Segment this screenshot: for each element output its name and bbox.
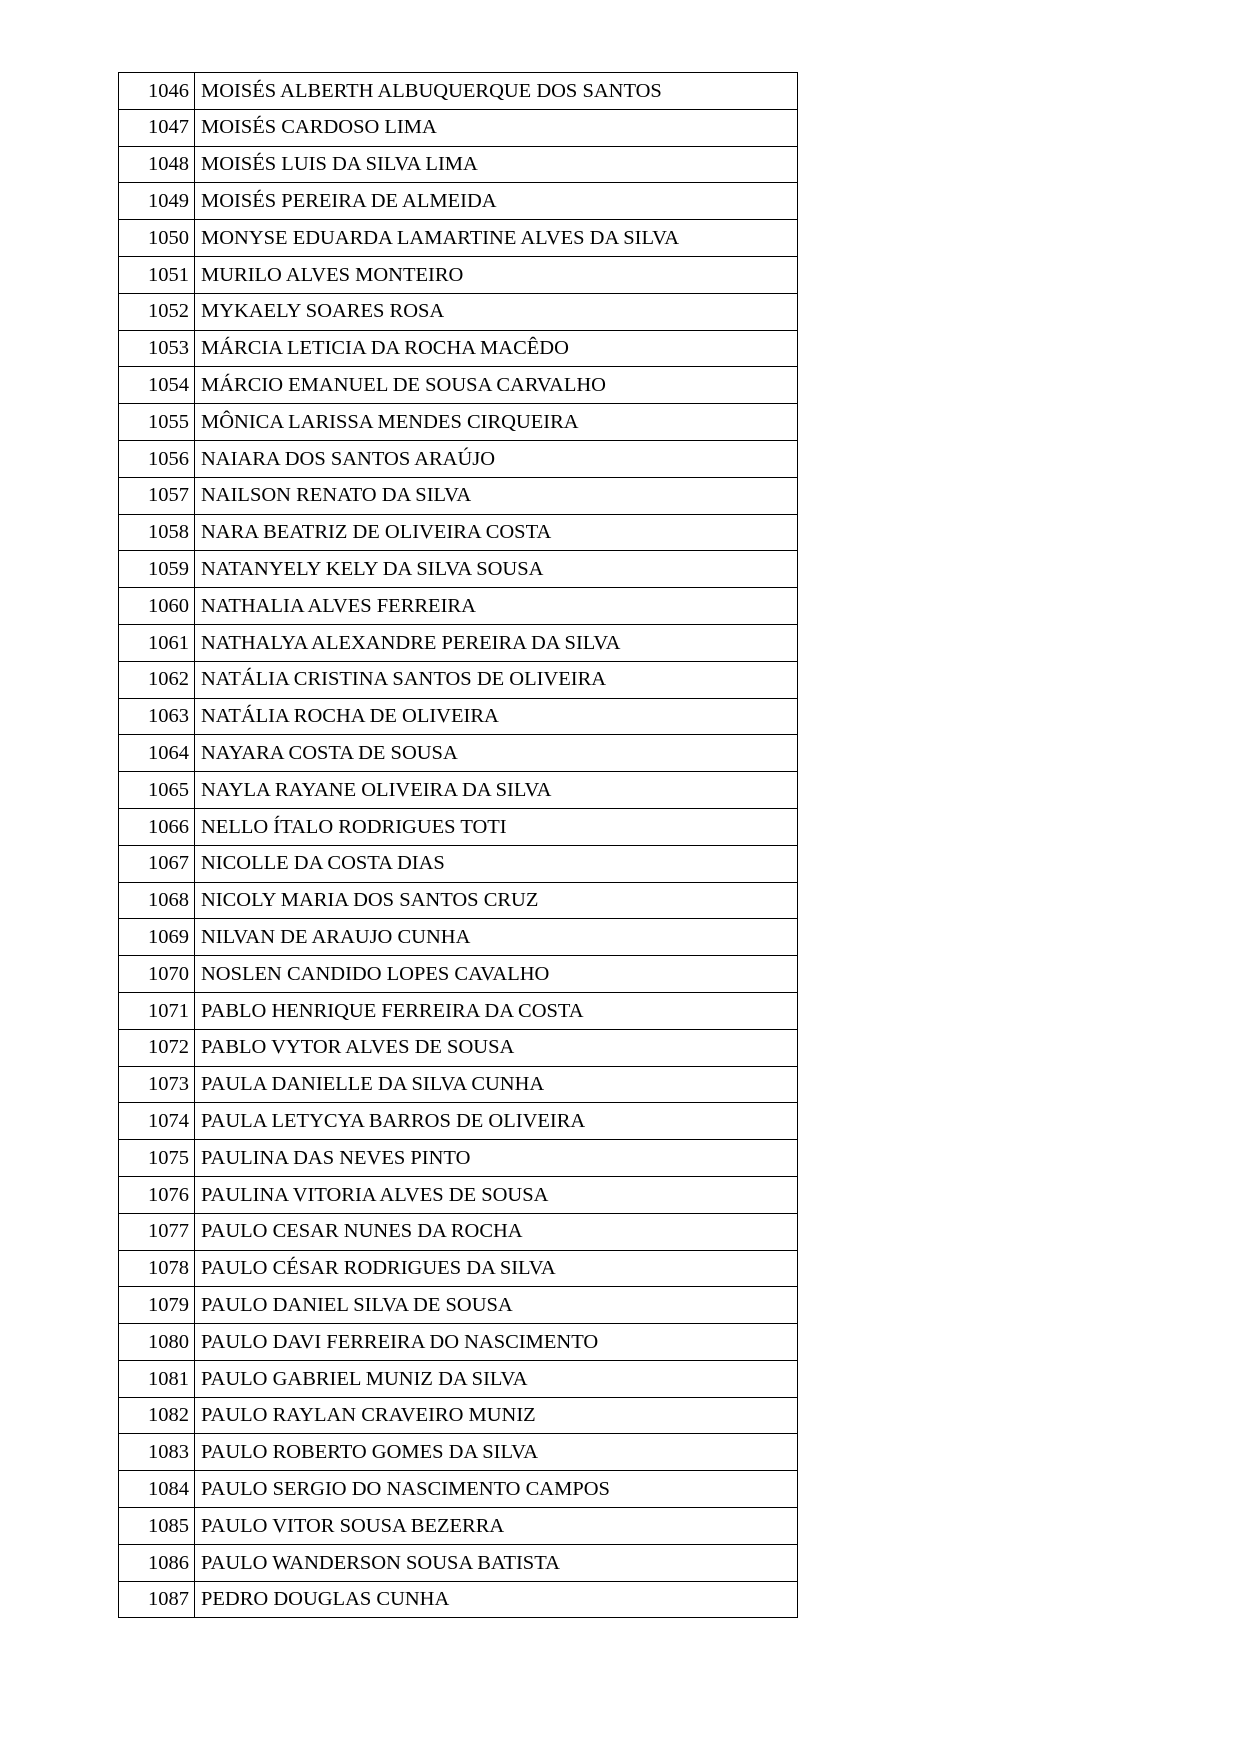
row-number: 1056	[119, 440, 195, 477]
table-row	[119, 330, 798, 367]
row-number: 1072	[119, 1029, 195, 1066]
table-row	[119, 661, 798, 698]
row-number: 1067	[119, 845, 195, 882]
roster-table	[118, 72, 798, 1618]
row-name: PAULINA DAS NEVES PINTO	[195, 1140, 798, 1177]
row-number: 1082	[119, 1397, 195, 1434]
row-name: PAULO CESAR NUNES DA ROCHA	[195, 1213, 798, 1250]
row-number: 1054	[119, 367, 195, 404]
row-number: 1078	[119, 1250, 195, 1287]
row-name: NAILSON RENATO DA SILVA	[195, 477, 798, 514]
row-name: PAULO DANIEL SILVA DE SOUSA	[195, 1287, 798, 1324]
row-number: 1086	[119, 1544, 195, 1581]
row-number: 1081	[119, 1360, 195, 1397]
row-number: 1085	[119, 1508, 195, 1545]
row-name: PAULO GABRIEL MUNIZ DA SILVA	[195, 1360, 798, 1397]
row-name: NILVAN DE ARAUJO CUNHA	[195, 919, 798, 956]
row-name: PAULA LETYCYA BARROS DE OLIVEIRA	[195, 1103, 798, 1140]
row-number: 1077	[119, 1213, 195, 1250]
table-row	[119, 477, 798, 514]
row-number: 1076	[119, 1176, 195, 1213]
row-name: PAULA DANIELLE DA SILVA CUNHA	[195, 1066, 798, 1103]
table-row	[119, 404, 798, 441]
row-name: MOISÉS PEREIRA DE ALMEIDA	[195, 183, 798, 220]
row-number: 1062	[119, 661, 195, 698]
row-name: PABLO VYTOR ALVES DE SOUSA	[195, 1029, 798, 1066]
row-name: NARA BEATRIZ DE OLIVEIRA COSTA	[195, 514, 798, 551]
table-row	[119, 992, 798, 1029]
row-number: 1055	[119, 404, 195, 441]
row-name: MÁRCIO EMANUEL DE SOUSA CARVALHO	[195, 367, 798, 404]
row-number: 1050	[119, 220, 195, 257]
row-name: PAULO ROBERTO GOMES DA SILVA	[195, 1434, 798, 1471]
table-row	[119, 808, 798, 845]
row-number: 1087	[119, 1581, 195, 1618]
row-name: MOISÉS ALBERTH ALBUQUERQUE DOS SANTOS	[195, 73, 798, 110]
table-row	[119, 109, 798, 146]
row-name: PAULO VITOR SOUSA BEZERRA	[195, 1508, 798, 1545]
row-number: 1064	[119, 735, 195, 772]
row-name: MURILO ALVES MONTEIRO	[195, 256, 798, 293]
row-number: 1083	[119, 1434, 195, 1471]
row-name: PAULO RAYLAN CRAVEIRO MUNIZ	[195, 1397, 798, 1434]
table-row	[119, 256, 798, 293]
table-row	[119, 183, 798, 220]
row-name: MOISÉS CARDOSO LIMA	[195, 109, 798, 146]
row-number: 1053	[119, 330, 195, 367]
table-row	[119, 1471, 798, 1508]
row-name: NOSLEN CANDIDO LOPES CAVALHO	[195, 956, 798, 993]
table-row	[119, 956, 798, 993]
row-number: 1049	[119, 183, 195, 220]
row-name: PABLO HENRIQUE FERREIRA DA COSTA	[195, 992, 798, 1029]
row-name: NATÁLIA ROCHA DE OLIVEIRA	[195, 698, 798, 735]
table-row	[119, 1544, 798, 1581]
row-number: 1063	[119, 698, 195, 735]
row-number: 1070	[119, 956, 195, 993]
row-number: 1065	[119, 772, 195, 809]
table-row	[119, 1103, 798, 1140]
table-row	[119, 220, 798, 257]
row-name: NAYLA RAYANE OLIVEIRA DA SILVA	[195, 772, 798, 809]
row-name: NELLO ÍTALO RODRIGUES TOTI	[195, 808, 798, 845]
row-name: MOISÉS LUIS DA SILVA LIMA	[195, 146, 798, 183]
table-row	[119, 1140, 798, 1177]
row-number: 1080	[119, 1324, 195, 1361]
row-name: PEDRO DOUGLAS CUNHA	[195, 1581, 798, 1618]
row-name: NATHALYA ALEXANDRE PEREIRA DA SILVA	[195, 624, 798, 661]
roster-table-body	[119, 73, 798, 1618]
table-row	[119, 1508, 798, 1545]
row-number: 1071	[119, 992, 195, 1029]
row-name: NICOLLE DA COSTA DIAS	[195, 845, 798, 882]
table-row	[119, 367, 798, 404]
table-row	[119, 514, 798, 551]
table-row	[119, 73, 798, 110]
table-row	[119, 735, 798, 772]
row-number: 1052	[119, 293, 195, 330]
table-row	[119, 1324, 798, 1361]
table-row	[119, 1287, 798, 1324]
row-number: 1060	[119, 588, 195, 625]
row-number: 1047	[119, 109, 195, 146]
row-name: PAULINA VITORIA ALVES DE SOUSA	[195, 1176, 798, 1213]
row-number: 1057	[119, 477, 195, 514]
row-number: 1069	[119, 919, 195, 956]
row-name: MÁRCIA LETICIA DA ROCHA MACÊDO	[195, 330, 798, 367]
table-row	[119, 845, 798, 882]
row-name: MYKAELY SOARES ROSA	[195, 293, 798, 330]
table-row	[119, 882, 798, 919]
row-name: NATHALIA ALVES FERREIRA	[195, 588, 798, 625]
row-name: MÔNICA LARISSA MENDES CIRQUEIRA	[195, 404, 798, 441]
table-row	[119, 1434, 798, 1471]
row-number: 1046	[119, 73, 195, 110]
row-name: PAULO CÉSAR RODRIGUES DA SILVA	[195, 1250, 798, 1287]
row-number: 1068	[119, 882, 195, 919]
row-number: 1084	[119, 1471, 195, 1508]
row-number: 1061	[119, 624, 195, 661]
table-row	[119, 1176, 798, 1213]
row-name: NICOLY MARIA DOS SANTOS CRUZ	[195, 882, 798, 919]
row-number: 1051	[119, 256, 195, 293]
table-row	[119, 1581, 798, 1618]
row-number: 1058	[119, 514, 195, 551]
table-row	[119, 1029, 798, 1066]
table-row	[119, 146, 798, 183]
table-row	[119, 698, 798, 735]
table-row	[119, 772, 798, 809]
row-number: 1073	[119, 1066, 195, 1103]
row-name: NATANYELY KELY DA SILVA SOUSA	[195, 551, 798, 588]
table-row	[119, 588, 798, 625]
table-row	[119, 1213, 798, 1250]
table-row	[119, 919, 798, 956]
row-number: 1079	[119, 1287, 195, 1324]
row-name: MONYSE EDUARDA LAMARTINE ALVES DA SILVA	[195, 220, 798, 257]
table-row	[119, 624, 798, 661]
table-row	[119, 1397, 798, 1434]
row-number: 1074	[119, 1103, 195, 1140]
row-name: PAULO SERGIO DO NASCIMENTO CAMPOS	[195, 1471, 798, 1508]
row-name: NAYARA COSTA DE SOUSA	[195, 735, 798, 772]
table-row	[119, 440, 798, 477]
row-name: PAULO DAVI FERREIRA DO NASCIMENTO	[195, 1324, 798, 1361]
row-number: 1059	[119, 551, 195, 588]
table-row	[119, 1066, 798, 1103]
row-number: 1066	[119, 808, 195, 845]
row-name: NATÁLIA CRISTINA SANTOS DE OLIVEIRA	[195, 661, 798, 698]
row-number: 1048	[119, 146, 195, 183]
row-number: 1075	[119, 1140, 195, 1177]
table-row	[119, 1250, 798, 1287]
row-name: PAULO WANDERSON SOUSA BATISTA	[195, 1544, 798, 1581]
table-row	[119, 293, 798, 330]
row-name: NAIARA DOS SANTOS ARAÚJO	[195, 440, 798, 477]
table-row	[119, 1360, 798, 1397]
table-row	[119, 551, 798, 588]
